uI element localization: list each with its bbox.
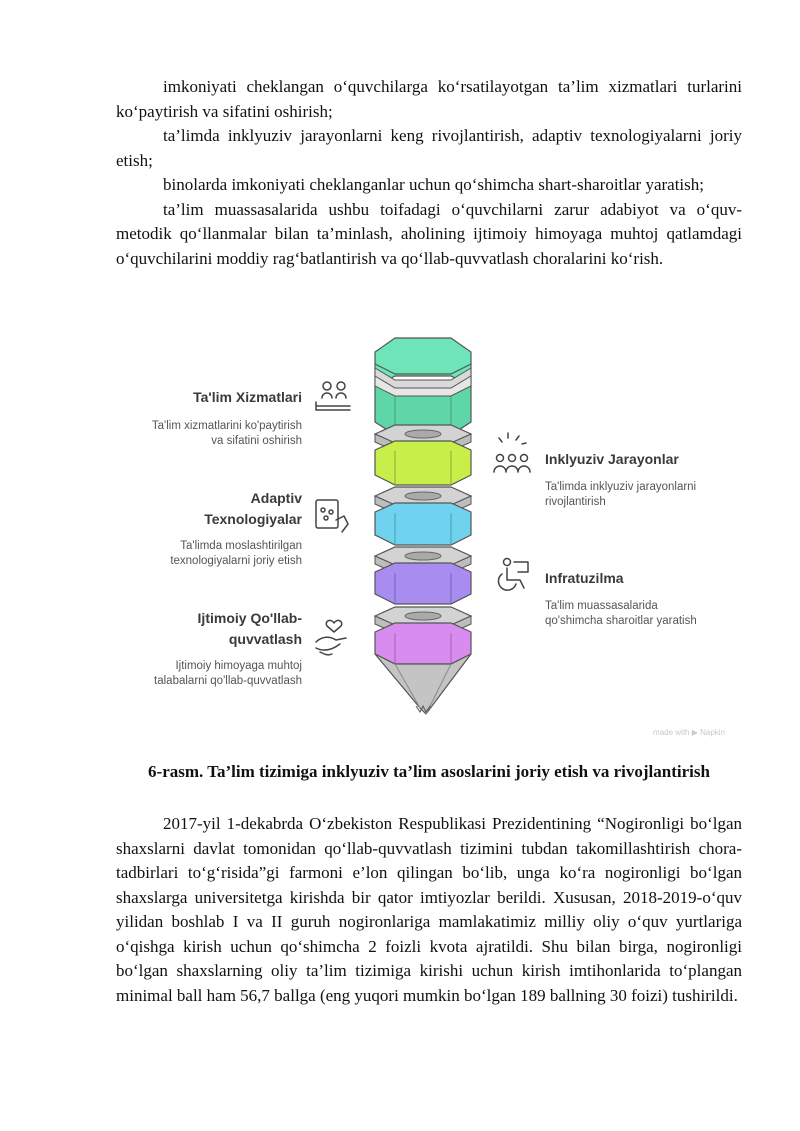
wheelchair-icon — [498, 559, 528, 591]
label-description: Ta'lim muassasalarida — [545, 600, 658, 612]
label-description: talabalarni qo'llab-quvvatlash — [154, 675, 302, 687]
napkin-watermark: made with ▶ Napkin — [653, 728, 725, 737]
label-title: Texnologiyalar — [204, 511, 302, 527]
list-paragraph: ta’lim muassasalarida ushbu toifadagi o‘quvchilarni zarur adabiyot va o‘quv-metodik qo‘llanmalar bilan ta’minlash, aholining ijtimoiy himoyaga muhtoj qatlamdagi o‘quvchilarini moddiy rag‘batlantirish va qo‘llab-quvvatlash choralarini ko‘rish. — [116, 199, 742, 268]
list-paragraph: ta’limda inklyuziv jarayonlarni keng rivojlantirish, adaptiv texnologiyalarni joriy etish; — [116, 126, 742, 170]
label-title: Inklyuziv Jarayonlar — [545, 451, 679, 467]
prism-pink-cone — [375, 607, 471, 714]
prism-green — [375, 338, 471, 435]
list-paragraph: imkoniyati cheklangan o‘quvchilarga ko‘rsatilayotgan ta’lim xizmatlari turlarini ko‘paytirish va sifatini oshirish; — [116, 77, 742, 121]
prism-violet — [375, 547, 471, 604]
tablet-touch-icon — [316, 500, 348, 532]
label-description: texnologiyalarni joriy etish — [170, 555, 302, 567]
label-description: Ijtimoiy himoyaga muhtoj — [175, 660, 302, 672]
label-title: Infratuzilma — [545, 570, 624, 586]
label-description: qo'shimcha sharoitlar yaratish — [545, 615, 697, 627]
bottom-text-block — [116, 812, 742, 1008]
top-text-block — [116, 75, 742, 271]
figure-caption: 6-rasm. Ta’lim tizimiga inklyuziv ta’lim asoslarini joriy etish va rivojlantirish — [148, 762, 710, 781]
body-paragraph: 2017-yil 1-dekabrda O‘zbekiston Respublikasi Prezidentining “Nogironligi bo‘lgan shaxslarni davlat tomonidan qo‘llab-quvvatlash tizimini tubdan takomillashtirish chora-tadbirlari to‘g‘risida”gi farmoni e’lon qilingan bo‘lib, unga ko‘ra nogironligi bo‘lgan shaxslarga universitetga kirishda bir qator imtiyozlar berildi. Xususan, 2018-2019-o‘quv yilidan boshlab I va II guruh nogironlariga mamlakatimiz milliy oliy o‘quv yurtlariga o‘qishga kirish uchun qo‘shimcha 2 foizli kvota ajratildi. Shu bilan birga, nogironligi bo‘lgan shaxslarning oliy ta’lim tizimiga kirishi uchun kirish imtihonlarida to‘plangan minimal ball ham 56,7 ballga (eng yuqori mumkin bo‘lgan 189 ballning 30 foizi) tushirildi. — [116, 814, 742, 1005]
label-description: va sifatini oshirish — [211, 435, 302, 447]
label-infratuzilma — [545, 570, 697, 627]
label-description: Ta'limda inklyuziv jarayonlarni — [545, 481, 697, 493]
celebrating-people-icon — [494, 433, 530, 472]
hand-heart-icon — [316, 620, 346, 654]
label-title: quvvatlash — [228, 631, 302, 647]
prism-stack — [375, 338, 471, 714]
label-ijtimoiy-qollab — [154, 610, 302, 687]
inclusive-education-figure — [130, 330, 730, 740]
label-title: Adaptiv — [250, 490, 302, 506]
label-description: rivojlantirish — [545, 496, 606, 508]
list-paragraph: binolarda imkoniyati cheklanganlar uchun qo‘shimcha shart-sharoitlar yaratish; — [163, 175, 704, 194]
label-adaptiv-texnologiyalar — [170, 490, 302, 567]
label-title: Ijtimoiy Qo'llab- — [197, 610, 302, 626]
prism-lime — [375, 425, 471, 485]
people-group-icon — [316, 382, 350, 410]
label-inklyuziv-jarayonlar — [545, 451, 696, 508]
label-description: Ta'lim xizmatlarini ko'paytirish — [151, 420, 302, 432]
label-talim-xizmatlari — [152, 389, 302, 447]
prism-blue — [375, 487, 471, 545]
label-description: Ta'limda moslashtirilgan — [180, 540, 302, 552]
label-title: Ta'lim Xizmatlari — [193, 389, 302, 405]
